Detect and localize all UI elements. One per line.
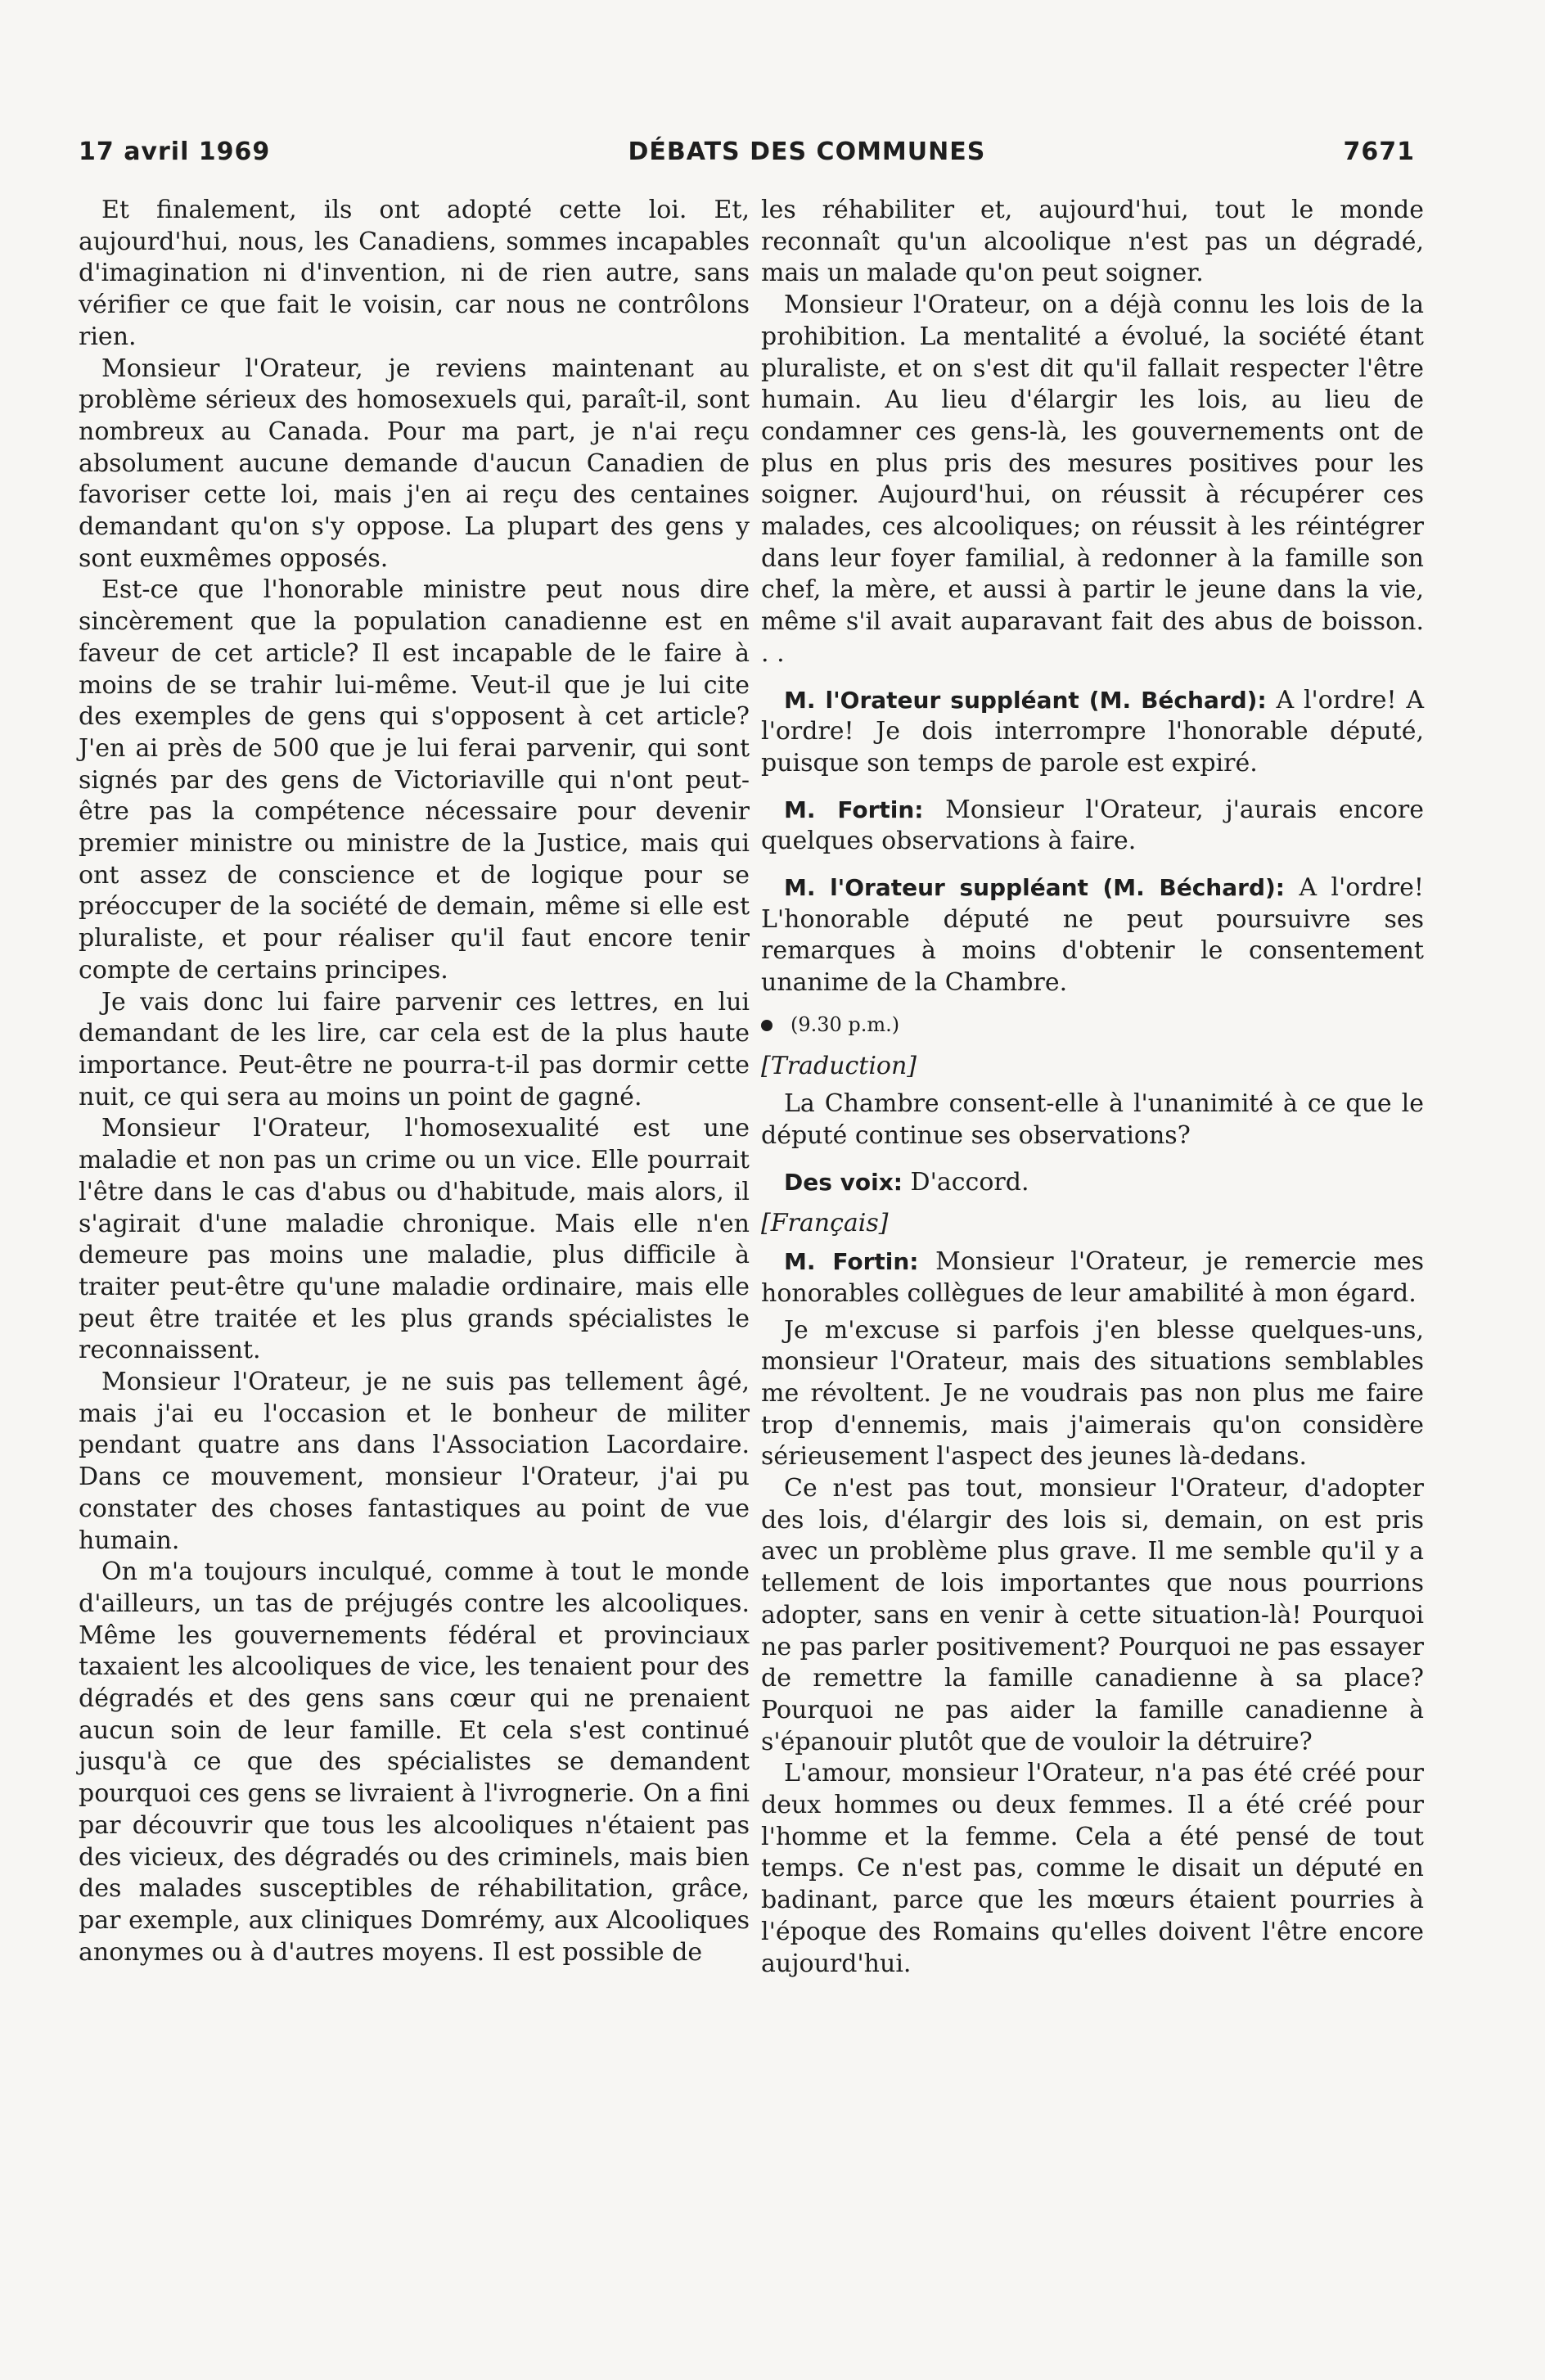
paragraph: Et finalement, ils ont adopté cette loi. Et, aujourd'hui, nous, les Canadiens, sommes incapables d'imagination ni d'invention, ni de rien autre, sans vérifier ce que fait le voisin, car nous ne contrôlons rien. — [79, 196, 750, 351]
speaker-name: M. Fortin: — [784, 796, 924, 823]
paragraph: Ce n'est pas tout, monsieur l'Orateur, d'adopter des lois, d'élargir des lois si, demain, on est pris avec un problème plus grave. Il me semble qu'il y a tellement de lois importantes que nous pourrions adopter, sans en venir à cette situation-là! Pourquoi ne pas parler positivement? Pourquoi ne pas essayer de remettre la famille canadienne à sa place? Pourquoi ne pas aider la famille canadienne à s'épanouir plutôt que de vouloir la détruire? — [761, 1474, 1424, 1756]
speech-text: A l'ordre! A l'ordre! Je dois interrompre l'honorable député, puisque son temps de parole est expiré. — [761, 685, 1424, 778]
time-text: (9.30 p.m.) — [791, 1012, 900, 1036]
bullet-icon — [761, 1020, 772, 1031]
header-date: 17 avril 1969 — [79, 137, 271, 166]
speech-text: Monsieur l'Orateur, je remercie mes honorables collègues de leur amabilité à mon égard. — [761, 1247, 1424, 1308]
paragraph: Monsieur l'Orateur, je reviens maintenant au problème sérieux des homosexuels qui, paraît-il, sont nombreux au Canada. Pour ma part, je n'ai reçu absolument aucune demande d'aucun Canadien de favoriser cette loi, mais j'en ai reçu des centaines demandant qu'on s'y oppose. La plupart des gens y sont euxmêmes opposés. — [79, 354, 750, 573]
paragraph: La Chambre consent-elle à l'unanimité à ce que le député continue ses observations? — [761, 1089, 1424, 1150]
speech-entry — [761, 872, 1424, 999]
speech-entry — [761, 795, 1424, 858]
speech-text: Monsieur l'Orateur, j'aurais encore quelques observations à faire. — [761, 795, 1424, 856]
speech-entry — [761, 1167, 1424, 1199]
speech-text: A l'ordre! L'honorable député ne peut poursuivre ses remarques à moins d'obtenir le consentement unanime de la Chambre. — [761, 873, 1424, 998]
paragraph: L'amour, monsieur l'Orateur, n'a pas été créé pour deux hommes ou deux femmes. Il a été créé pour l'homme et la femme. Cela a été pensé de tout temps. Ce n'est pas, comme le disait un député en badinant, parce que les mœurs étaient pourries à l'époque des Romains qu'elles doivent l'être encore aujourd'hui. — [761, 1759, 1424, 1978]
speaker-name: M. Fortin: — [784, 1248, 919, 1276]
header-title: DÉBATS DES COMMUNES — [628, 137, 986, 166]
speaker-name: M. l'Orateur suppléant (M. Béchard): — [784, 686, 1267, 714]
paragraph: Je vais donc lui faire parvenir ces lettres, en lui demandant de les lire, car cela est de la plus haute importance. Peut-être ne pourra-t-il pas dormir cette nuit, ce qui sera au moins un point de gagné. — [79, 987, 750, 1111]
speaker-name: Des voix: — [784, 1168, 903, 1196]
paragraph: Est-ce que l'honorable ministre peut nous dire sincèrement que la population canadienne est en faveur de cet article? Il est incapable de le faire à moins de se trahir lui-même. Veut-il que je lui cite des exemples de gens qui s'opposent à cet article? J'en ai près de 500 que je lui ferai parvenir, qui sont signés par des gens de Victoriaville qui n'ont peut-être pas la compétence nécessaire pour devenir premier ministre ou ministre de la Justice, mais qui ont assez de conscience et de logique pour se préoccuper de la société de demain, même si elle est pluraliste, et pour réaliser qu'il faut encore tenir compte de certains principes. — [79, 575, 750, 985]
paragraph: Monsieur l'Orateur, l'homosexualité est une maladie et non pas un crime ou un vice. Elle pourrait l'être dans le cas d'abus ou d'habitude, mais alors, il s'agirait d'une maladie chronique. Mais elle n'en demeure pas moins une maladie, plus difficile à traiter peut-être qu'une maladie ordinaire, mais elle peut être traitée et les plus grands spécialistes le reconnaissent. — [79, 1114, 750, 1365]
time-marker — [761, 1009, 1424, 1041]
speech-text: D'accord. — [910, 1167, 1029, 1197]
paragraph: Monsieur l'Orateur, on a déjà connu les lois de la prohibition. La mentalité a évolué, la société étant pluraliste, et on s'est dit qu'il fallait respecter l'être humain. Au lieu d'élargir les lois, au lieu de condamner ces gens-là, les gouvernements ont de plus en plus pris des mesures positives pour les soigner. Aujourd'hui, on réussit à récupérer ces malades, ces alcooliques; on réussit à les réintégrer dans leur foyer familial, à redonner à la famille son chef, la mère, et aussi à partir le jeune dans la vie, même s'il avait auparavant fait des abus de boisson. . . — [761, 291, 1424, 668]
speaker-name: M. l'Orateur suppléant (M. Béchard): — [784, 874, 1285, 902]
paragraph: les réhabiliter et, aujourd'hui, tout le monde reconnaît qu'un alcoolique n'est pas un dégradé, mais un malade qu'on peut soigner. — [761, 196, 1424, 288]
paragraph: Monsieur l'Orateur, je ne suis pas tellement âgé, mais j'ai eu l'occasion et le bonheur de militer pendant quatre ans dans l'Association Lacordaire. Dans ce mouvement, monsieur l'Orateur, j'ai pu constater des choses fantastiques au point de vue humain. — [79, 1368, 750, 1555]
page-header — [79, 137, 1415, 166]
left-column — [79, 195, 750, 1968]
speech-entry — [761, 1246, 1424, 1309]
language-note: [Français] — [761, 1209, 889, 1238]
right-column — [761, 195, 1424, 1980]
header-page-number: 7671 — [1343, 137, 1415, 166]
paragraph: Je m'excuse si parfois j'en blesse quelques-uns, monsieur l'Orateur, mais des situations semblables me révoltent. Je ne voudrais pas non plus me faire trop d'ennemis, mais j'aimerais qu'on considère sérieusement l'aspect des jeunes là-dedans. — [761, 1315, 1424, 1472]
speech-entry — [761, 685, 1424, 780]
paragraph: On m'a toujours inculqué, comme à tout le monde d'ailleurs, un tas de préjugés contre les alcooliques. Même les gouvernements fédéral et provinciaux taxaient les alcooliques de vice, les tenaient pour des dégradés et des gens sans cœur qui ne prenaient aucun soin de leur famille. Et cela s'est continué jusqu'à ce que des spécialistes se demandent pourquoi ces gens se livraient à l'ivrognerie. On a fini par découvrir que tous les alcooliques n'étaient pas des vicieux, des dégradés ou des criminels, mais bien des malades susceptibles de réhabilitation, grâce, par exemple, aux cliniques Domrémy, aux Alcooliques anonymes ou à d'autres moyens. Il est possible de — [79, 1557, 750, 1967]
language-note: [Traduction] — [761, 1051, 917, 1080]
